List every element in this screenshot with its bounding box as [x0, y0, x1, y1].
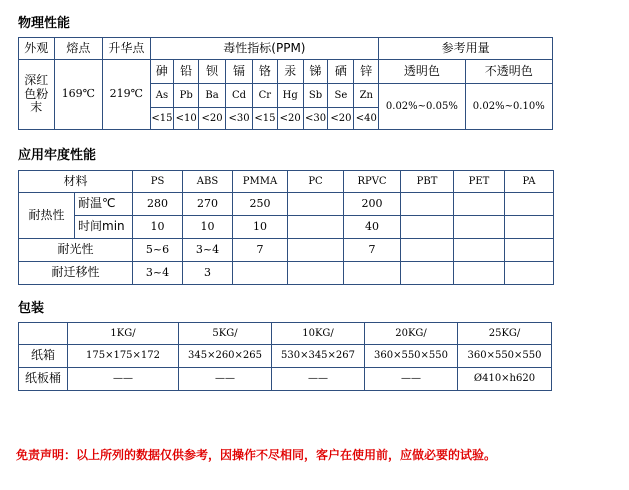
element-cn: 锌 — [354, 60, 379, 84]
element-symbol: Sb — [303, 84, 328, 108]
material-header: PMMA — [233, 171, 288, 193]
material-header: PC — [288, 171, 344, 193]
temp-value — [401, 193, 454, 216]
migration-value — [288, 262, 344, 285]
material-header: PET — [454, 171, 505, 193]
packaging-corner-cell — [19, 323, 68, 345]
migration-value: 3 — [183, 262, 233, 285]
physical-properties-table — [18, 37, 553, 130]
time-value: 40 — [344, 216, 401, 239]
application-fastness-table — [18, 170, 554, 285]
dosage-opaque-value: 0.02%~0.10% — [465, 84, 552, 130]
packaging-section-title: 包装 — [18, 301, 45, 316]
time-value: 10 — [233, 216, 288, 239]
time-value — [505, 216, 554, 239]
element-limit: <30 — [303, 108, 328, 130]
application-section-title: 应用牢度性能 — [18, 148, 97, 163]
temp-value: 200 — [344, 193, 401, 216]
element-cn: 锑 — [303, 60, 328, 84]
element-symbol: Ba — [199, 84, 226, 108]
element-limit: <15 — [150, 108, 174, 130]
element-cn: 镉 — [226, 60, 253, 84]
light-value: 7 — [344, 239, 401, 262]
element-cn: 汞 — [277, 60, 303, 84]
element-cn: 钡 — [199, 60, 226, 84]
header-melting-point: 熔点 — [54, 38, 103, 60]
temp-value: 270 — [183, 193, 233, 216]
migration-value — [233, 262, 288, 285]
temp-value — [288, 193, 344, 216]
melting-value: 169℃ — [54, 60, 103, 130]
light-value: 7 — [233, 239, 288, 262]
header-appearance: 外观 — [19, 38, 55, 60]
element-cn: 铬 — [252, 60, 277, 84]
material-header: PS — [133, 171, 183, 193]
light-value — [401, 239, 454, 262]
appearance-value: 深红色粉末 — [19, 60, 55, 130]
time-value — [288, 216, 344, 239]
carton-dimension: 175×175×172 — [68, 345, 179, 368]
dosage-opaque-label: 不透明色 — [465, 60, 552, 84]
carton-dimension: 360×550×550 — [458, 345, 552, 368]
material-header: RPVC — [344, 171, 401, 193]
material-header: PA — [505, 171, 554, 193]
migration-value — [344, 262, 401, 285]
material-header: ABS — [183, 171, 233, 193]
carton-label: 纸箱 — [19, 345, 68, 368]
element-cn: 铅 — [174, 60, 199, 84]
time-value: 10 — [183, 216, 233, 239]
element-symbol: As — [150, 84, 174, 108]
time-label: 时间min — [75, 216, 133, 239]
temp-value — [454, 193, 505, 216]
temp-value — [505, 193, 554, 216]
element-symbol: Se — [328, 84, 354, 108]
material-header: PBT — [401, 171, 454, 193]
header-sublimation-point: 升华点 — [103, 38, 150, 60]
package-size: 1KG/ — [68, 323, 179, 345]
package-size: 5KG/ — [179, 323, 272, 345]
package-size: 10KG/ — [272, 323, 365, 345]
light-value: 3~4 — [183, 239, 233, 262]
light-fastness-label: 耐光性 — [19, 239, 133, 262]
element-symbol: Pb — [174, 84, 199, 108]
element-cn: 硒 — [328, 60, 354, 84]
package-size: 25KG/ — [458, 323, 552, 345]
time-value — [454, 216, 505, 239]
element-symbol: Cr — [252, 84, 277, 108]
element-symbol: Cd — [226, 84, 253, 108]
time-value: 10 — [133, 216, 183, 239]
element-symbol: Hg — [277, 84, 303, 108]
light-value: 5~6 — [133, 239, 183, 262]
element-limit: <20 — [277, 108, 303, 130]
light-value — [288, 239, 344, 262]
sublimation-value: 219℃ — [103, 60, 150, 130]
disclaimer-text: 免责声明：以上所列的数据仅供参考，因操作不尽相同，客户在使用前，应做必要的试验。 — [16, 448, 497, 462]
drum-dimension: —— — [272, 368, 365, 391]
light-value — [505, 239, 554, 262]
migration-value: 3~4 — [133, 262, 183, 285]
physical-section-title: 物理性能 — [18, 16, 71, 31]
migration-value — [401, 262, 454, 285]
time-value — [401, 216, 454, 239]
migration-value — [454, 262, 505, 285]
drum-dimension: —— — [179, 368, 272, 391]
migration-resistance-label: 耐迁移性 — [19, 262, 133, 285]
element-limit: <40 — [354, 108, 379, 130]
drum-dimension: —— — [68, 368, 179, 391]
element-limit: <15 — [252, 108, 277, 130]
element-limit: <20 — [199, 108, 226, 130]
element-cn: 砷 — [150, 60, 174, 84]
light-value — [454, 239, 505, 262]
fiber-drum-label: 纸板桶 — [19, 368, 68, 391]
element-limit: <30 — [226, 108, 253, 130]
header-dosage: 参考用量 — [379, 38, 553, 60]
dosage-transparent-label: 透明色 — [379, 60, 465, 84]
material-label: 材料 — [19, 171, 133, 193]
element-symbol: Zn — [354, 84, 379, 108]
carton-dimension: 530×345×267 — [272, 345, 365, 368]
carton-dimension: 360×550×550 — [365, 345, 458, 368]
package-size: 20KG/ — [365, 323, 458, 345]
migration-value — [505, 262, 554, 285]
drum-dimension: —— — [365, 368, 458, 391]
drum-dimension: Ø410×h620 — [458, 368, 552, 391]
temp-value: 250 — [233, 193, 288, 216]
header-toxicity: 毒性指标(PPM) — [150, 38, 379, 60]
element-limit: <10 — [174, 108, 199, 130]
element-limit: <20 — [328, 108, 354, 130]
dosage-transparent-value: 0.02%~0.05% — [379, 84, 465, 130]
temperature-label: 耐温℃ — [75, 193, 133, 216]
carton-dimension: 345×260×265 — [179, 345, 272, 368]
heat-resistance-label: 耐热性 — [19, 193, 75, 239]
temp-value: 280 — [133, 193, 183, 216]
packaging-table — [18, 322, 552, 391]
